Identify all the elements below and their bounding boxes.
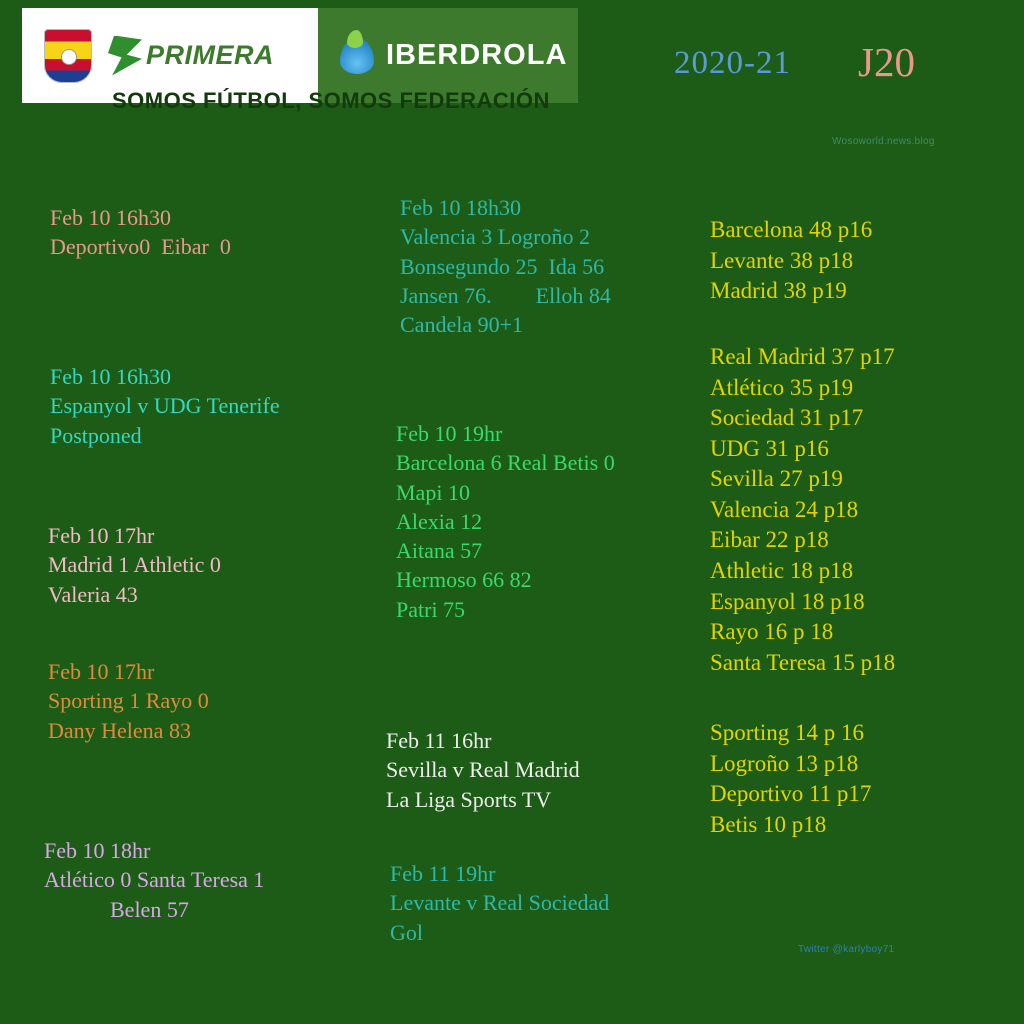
- match-detail-line: Aitana 57: [396, 538, 483, 563]
- standings-row: Sevilla 27 p19: [710, 466, 843, 492]
- standings-row: Rayo 16 p 18: [710, 619, 834, 645]
- standings-row: Madrid 38 p19: [710, 278, 847, 304]
- match-kickoff-line: Feb 10 17hr: [48, 659, 155, 684]
- match-detail-line: Gol: [390, 919, 423, 945]
- match-detail-line: Hermoso 66 82: [396, 567, 532, 593]
- match-kickoff-line: Feb 10 19hr: [396, 421, 503, 446]
- primera-swoosh-icon: [108, 36, 142, 76]
- match-block-levante-sociedad: [390, 859, 609, 947]
- standings-row: Valencia 24 p18: [710, 496, 859, 522]
- standings-row: Atlético 35 p19: [710, 374, 854, 400]
- match-detail-line: Bonsegundo 25 Ida 56: [400, 253, 605, 279]
- match-detail-line: Mapi 10: [396, 479, 470, 505]
- match-detail-line: Espanyol v UDG Tenerife: [50, 393, 280, 419]
- match-detail-line: Sevilla v Real Madrid: [386, 757, 580, 783]
- standings-row: Betis 10 p18: [710, 811, 827, 837]
- standings-row: Sociedad 31 p17: [710, 405, 864, 431]
- match-block-atletico-santateresa: [44, 836, 264, 924]
- match-detail-line: La Liga Sports TV: [386, 786, 552, 812]
- match-kickoff-line: Feb 10 17hr: [48, 523, 155, 548]
- match-kickoff-line: Feb 11 19hr: [390, 861, 496, 886]
- match-detail-line: Valencia 3 Logroño 2: [400, 224, 590, 250]
- match-block-valencia-logrono: [400, 193, 611, 339]
- standings-row: Sporting 14 p 16: [710, 720, 864, 745]
- match-block-espanyol-tenerife: [50, 362, 280, 450]
- match-kickoff-line: Feb 10 16h30: [50, 364, 171, 389]
- banner-tagline: SOMOS FÚTBOL, SOMOS FEDERACIÓN: [112, 88, 550, 113]
- match-detail-line: Deportivo0 Eibar 0: [50, 234, 231, 260]
- watermark-twitter: Twitter @karlyboy71: [798, 944, 895, 955]
- iberdrola-flame-icon: [340, 38, 374, 74]
- match-detail-line: Alexia 12: [396, 508, 483, 534]
- primera-mark: [108, 36, 274, 76]
- match-detail-line: Belen 57: [44, 896, 189, 922]
- match-detail-line: Atlético 0 Santa Teresa 1: [44, 867, 265, 893]
- match-block-sevilla-realmadrid: [386, 726, 580, 814]
- match-kickoff-line: Feb 10 18hr: [44, 838, 151, 863]
- match-block-barcelona-betis: [396, 419, 615, 624]
- match-block-deportivo-eibar: [50, 203, 231, 262]
- match-detail-line: Valeria 43: [48, 581, 138, 607]
- match-detail-line: Dany Helena 83: [48, 717, 191, 743]
- match-kickoff-line: Feb 10 18h30: [400, 195, 521, 220]
- primera-label: PRIMERA: [146, 40, 275, 70]
- matchday-label: J20: [858, 39, 915, 85]
- standings-row: Athletic 18 p18: [710, 558, 854, 584]
- standings-row: UDG 31 p16: [710, 435, 829, 461]
- standings-row: Real Madrid 37 p17: [710, 344, 895, 369]
- match-detail-line: Barcelona 6 Real Betis 0: [396, 450, 615, 476]
- match-detail-line: Madrid 1 Athletic 0: [48, 552, 221, 578]
- season-label: 2020-21: [674, 45, 791, 81]
- standings-row: Logroño 13 p18: [710, 750, 859, 776]
- match-detail-line: Jansen 76. Elloh 84: [400, 282, 611, 308]
- rfef-crest-icon: [44, 29, 92, 83]
- standings-row: Levante 38 p18: [710, 247, 854, 273]
- match-block-sporting-rayo: [48, 657, 209, 745]
- standings-row: Santa Teresa 15 p18: [710, 649, 896, 675]
- standings-row: Espanyol 18 p18: [710, 588, 865, 614]
- standings-group-bottom: [710, 718, 871, 840]
- watermark-blog: Wosoworld.news.blog: [832, 136, 935, 147]
- match-detail-line: Postponed: [50, 422, 142, 448]
- match-kickoff-line: Feb 11 16hr: [386, 728, 492, 753]
- match-detail-line: Levante v Real Sociedad: [390, 890, 610, 916]
- iberdrola-label: IBERDROLA: [386, 39, 568, 71]
- standings-group-top: [710, 215, 872, 307]
- standings-row: Eibar 22 p18: [710, 527, 829, 553]
- match-detail-line: Candela 90+1: [400, 312, 523, 337]
- match-block-madrid-athletic: [48, 521, 221, 609]
- standings-group-middle: [710, 342, 895, 678]
- standings-row: Deportivo 11 p17: [710, 781, 872, 807]
- standings-row: Barcelona 48 p16: [710, 217, 873, 242]
- match-kickoff-line: Feb 10 16h30: [50, 205, 171, 230]
- match-detail-line: Sporting 1 Rayo 0: [48, 688, 209, 714]
- match-detail-line: Patri 75: [396, 596, 466, 622]
